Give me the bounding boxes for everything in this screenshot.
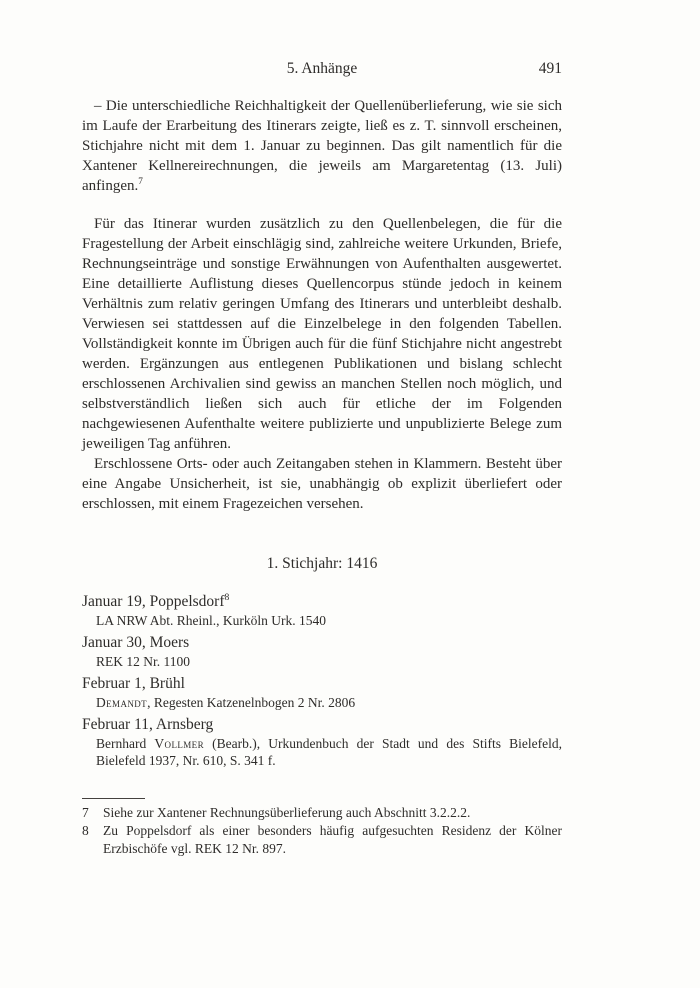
footnote	[82, 822, 562, 858]
text-segment: LA NRW Abt. Rheinl., Kurköln Urk. 1540	[96, 613, 327, 628]
paragraph	[82, 454, 562, 514]
entry-date-place	[82, 674, 562, 694]
footnote-list	[82, 804, 562, 858]
text-segment: Erschlossene Orts- oder auch Zeitangaben stehen in Klammern. Besteht über eine Angabe Unsicherheit, ist sie, unabhängig ob explizit überliefert oder erschlossen, mit einem Fragezeichen versehen.	[82, 456, 562, 512]
page-number: 491	[538, 60, 562, 77]
body-paragraphs	[82, 96, 562, 514]
running-head	[82, 60, 562, 80]
text-segment: Januar 30, Moers	[82, 634, 190, 651]
footnote-text: Zu Poppelsdorf als einer besonders häufig aufgesuchten Residenz der Kölner Erzbischöfe vgl. REK 12 Nr. 897.	[103, 823, 562, 856]
itinerary-entry	[82, 633, 562, 670]
section-heading: 1. Stichjahr: 1416	[266, 555, 378, 572]
footnote-number: 8	[82, 823, 89, 838]
itinerary-entry	[82, 715, 562, 769]
paragraph	[82, 214, 562, 454]
entry-date-place	[82, 592, 562, 612]
text-segment: REK 12 Nr. 1100	[96, 654, 190, 669]
itinerary-entry	[82, 592, 562, 629]
footnote-text: Siehe zur Xantener Rechnungsüberlieferung auch Abschnitt 3.2.2.2.	[103, 805, 471, 820]
entry-source-reference	[96, 653, 562, 670]
text-segment: Januar 19, Poppelsdorf	[82, 593, 225, 610]
text-segment: Februar 11, Arnsberg	[82, 716, 214, 733]
running-head-section-title: 5. Anhänge	[286, 60, 358, 77]
text-segment: Für das Itinerar wurden zusätzlich zu den Quellenbelegen, die für die Fragestellung der Arbeit einschlägig sind, zahlreiche weitere Urkunden, Briefe, Rechnungseinträge und sonstige Erwähnungen von Aufenthalten ausgewertet. Eine detaillierte Auflistung dieses Quellencorpus stünde jedoch in keinem Verhältnis zum relativ geringen Umfang des Itinerars und unterbleibt deshalb. Verwiesen sei stattdessen auf die Einzelbelege in den folgenden Tabellen. Vollständigkeit konnte im Übrigen auch für die fünf Stichjahre nicht angestrebt werden. Ergänzungen aus entlegenen Publikationen und bislang schlecht erschlossenen Archivalien sind gewiss an manchen Stellen noch möglich, und selbstverständlich ließen sich auch für etliche der im Folgenden nachgewiesenen Aufenthalte weitere publizierte und unpublizierte Belege zum jeweiligen Tag anführen.	[82, 216, 562, 452]
entry-source-reference	[96, 612, 562, 629]
footnote	[82, 804, 562, 822]
entry-source-reference	[96, 735, 562, 769]
text-segment: , Regesten Katzenelnbogen 2 Nr. 2806	[147, 695, 356, 710]
smallcaps-author-name: Vollmer	[154, 736, 204, 751]
footnote-separator-rule	[82, 798, 145, 799]
footnote-marker: 7	[138, 177, 144, 187]
entry-date-place	[82, 633, 562, 653]
itinerary-entry-list	[82, 592, 562, 773]
footnote-marker: 8	[224, 591, 230, 603]
text-segment: (Bearb.), Urkundenbuch der Stadt und des Stifts Bielefeld, Bielefeld 1937, Nr. 610, S. 341 f.	[96, 736, 562, 768]
entry-source-reference	[96, 694, 562, 711]
paragraph	[82, 96, 562, 196]
entry-date-place	[82, 715, 562, 735]
text-segment: Bernhard	[96, 736, 155, 751]
footnote-number: 7	[82, 805, 89, 820]
itinerary-entry	[82, 674, 562, 711]
text-segment: – Die unterschiedliche Reichhaltigkeit der Quellenüberlieferung, wie sie sich im Laufe der Erarbeitung des Itinerars zeigte, ließ es z. T. sinnvoll erscheinen, Stichjahre nicht mit dem 1. Januar zu beginnen. Das gilt namentlich für die Xantener Kellnereirechnungen, die jeweils am Margaretentag (13. Juli) anfingen.	[82, 98, 562, 194]
text-segment: Februar 1, Brühl	[82, 675, 185, 692]
smallcaps-author-name: Demandt	[96, 695, 148, 710]
